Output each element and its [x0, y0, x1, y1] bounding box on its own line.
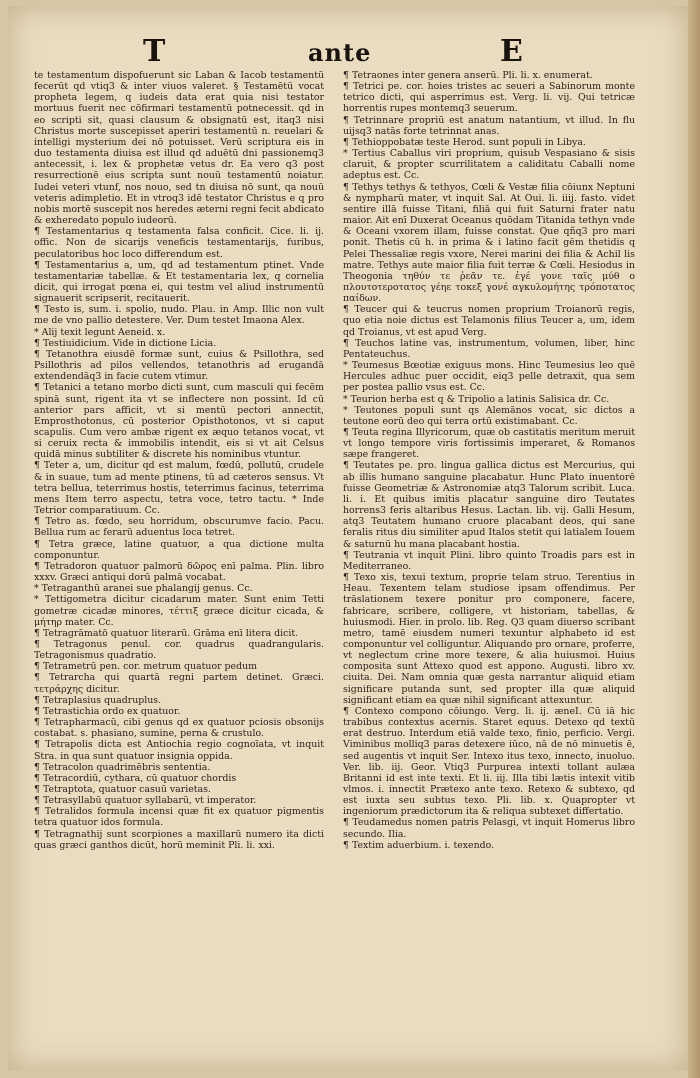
left-entry: ¶ Testamentarius a, um, qd ad testamentum ptinet. Vnde testamentariæ tabellæ. & Et testamentaria lex, q cornelia dicit, qui irrogat pœna ei, qui testm vel aliud instrumentū signauerit scripserit, recitauerit.	[34, 259, 324, 305]
right-entry: ¶ Tetraones inter genera anserū. Pli. li. x. enumerat.	[343, 70, 593, 81]
right-entry: * Teutones populi sunt qs Alemānos vocat, sic dictos a teutone eorū deo qui terra ortū existimabant. Cc.	[343, 404, 635, 427]
right-entry: ¶ Teuta regina Illyricorum, quæ ob castitatis meritum meruit vt longo tempore viris fortissimis imperaret, & Romanos sæpe frangeret.	[343, 427, 635, 461]
page-header	[8, 34, 688, 70]
left-entry: ¶ Testamentarius q testamenta falsa conficit. Cice. li. ij. offic. Non de sicarijs veneficis testamentarijs, furibus, peculatoribus hoc loco differendum est.	[34, 226, 324, 260]
left-entry: ¶ Teter a, um, dicitur qd est malum, fœdū, pollutū, crudele & in suaue, tum ad mente ptinens, tū ad cæteros sensus. Vt tetra bellua, teterrimus hostis, teterrimus facinus, teterrima mens Item terro aspectu, tetra voce, tetro tactu. * Inde Tetrior comparatiuum. Cc.	[34, 460, 324, 517]
header-initial-right: E	[500, 34, 523, 69]
right-entry: ¶ Tetrici pe. cor. hoies tristes ac seueri a Sabinorum monte tetrico dicti, qui asperrimus est. Verg. li. vij. Qui tetricæ horrentis rupes montemq3 seuerum.	[343, 81, 635, 115]
left-entry: * Tetraganthū aranei sue phalangij genus. Cc.	[34, 583, 253, 595]
right-entry: ¶ Teucer qui & teucrus nomen proprium Troianorū regis, quo etia noie dictus est Telamonis filius Teucer a, um, idem qd Troianus, vt est apud Verg.	[343, 304, 635, 338]
right-entry: ¶ Textim aduerbium. i. texendo.	[343, 839, 495, 851]
book-page	[8, 6, 688, 1070]
right-entry: ¶ Teutrania vt inquit Plini. libro quinto Troadis pars est in Mediterraneo.	[343, 549, 635, 572]
left-entry: ¶ Tetra græce, latine quatuor, a qua dictione multa componuntur.	[34, 538, 324, 561]
right-entry: ¶ Teutates pe. pro. lingua gallica dictus est Mercurius, qui ab illis humano sanguine placabatur. Hunc Plato inuentorē fuisse Geometriæ & Astronomiæ atq3 Talorum scribit. Luca. li. i. Et quibus imitis placatur sanguine diro Teutates horrens3 feris altaribus Hesus. Lactan. lib. vij. Galli Hesum, atq3 Teutatem humano cruore placabant deos, qui sane feralis ritus diu similiter apud Italos stetit qui latialem Iouem & saturnū hu mana placabant hostia.	[343, 460, 635, 550]
right-entry: * Teurion herba est q & Tripolio a latinis Salisica dr. Cc.	[343, 393, 610, 405]
right-entry: ¶ Contexo compono cōiungo. Verg. li. ij. æneI. Cū iā hic trabibus contextus acernis. Staret equus. Detexo qd textū erat destruo. Interdum etiā valde texo, finio, perficio. Vergi. Viminibus molliq3 paras detexere iūco, nā de nō minuetis ē, sed augentis vt inquit Ser. Intexo itus texo, innecto, inuoluo. Ver. lib. iij. Geor. Vtiq3 Purpurea intexti tollant aulæa Britanni id est inte texti. Et li. iij. Illa tibi lætis intexit vitib vlmos. i. innectit Prætexo ante texo. Retexo & subtexo, qd est iuxta seu subtus texo. Pli. lib. x. Quapropter vt ingeniorum prædictorum ita & reliqua subtexet differtatio.	[343, 705, 635, 818]
right-entry: ¶ Teudamedus nomen patris Pelasgi, vt inquit Homerus libro secundo. Ilia.	[343, 817, 635, 840]
left-entry: te testamentum dispofuerunt sic Laban & Iacob testamentū fecerūt qd vtiq3 & inter viuos valeret. § Testamētū vocat propheta legem, q iudeis data erat quia nisi testator mortuus fuerit nec cōfirmari testamentū potnecessit. qd in eo scripti sit, quasi clausum & obsignatū est, itaq3 nisi Christus morte suscepisset aperiri testamentū n. reuelari & intelligi mysterium dei nō potuisset. Verū scriptura eis in duo testamenta diuisa est illud qd aduētū dni passionemq3 antecessit, i. lex & prophetæ vetus dr. Ea vero q3 post resurrectionē eius scripta sunt nouū testamentū noiatur. Iudei veteri vtunf, nos nouo, sed tn diuisa nō sunt, qa nouū veteris adimpletio. Et in vtroq3 idē testator Christus e q pro nobis mortē suscepit nos heredes æterni regni fecit abdicato & exheredato populo iudeorū.	[34, 70, 324, 227]
left-entry: ¶ Tetrapharmacū, cibi genus qd ex quatuor pciosis obsonijs costabat. s. phasiano, sumine, perna & crustulo.	[34, 717, 324, 740]
left-entry: * Alij texit legunt Aeneid. x.	[34, 326, 166, 338]
left-entry: ¶ Tetro as. fœdo, seu horridum, obscurumve facio. Pacu. Bellua rum ac ferarū aduentus loca tetret.	[34, 516, 324, 539]
left-column	[34, 70, 324, 851]
left-entry: ¶ Tetrametrū pen. cor. metrum quatuor pedum	[34, 661, 258, 673]
right-entry: ¶ Tethys tethys & tethyos, Cœli & Vestæ filia cōiunx Neptuni & nympharū mater, vt inquit Sal. At Oui. li. iiij. fasto. videt sentire illā fuisse Titani, filiā qui fuit Saturni frater natu maior. Ait enī Duxerat Oceanus quōdam Titanida tethyn vnde & Oceani vxorem illam, fuisse constat. Que qñq3 pro mari ponit. Thetis cū h. in prima & i latino facit gēm thetidis q Pelei Thessaliæ regis vxore, Nerei marini dei filia & Achil lis matre. Tethys aute maior filia fuit terræ & Cœli. Hesiodus in Theogonia τηθύν τε ῥεᾶν τε. ἐγέ γονε ταῖς μύθ ο πλουτοτεροτατος γέηε τοκεξ γονέ αγκυλομήτης τρόποτατος παίδων.	[343, 181, 635, 305]
right-entry: ¶ Texo xis, texui textum, proprie telam struo. Terentius in Heau. Texentem telam studiose ipsam offendimus. Per trāslationem texere ponitur pro componere, facere, fabricare, scribere, colligere, vt historiam, tabellas, & huiusmodi. Hier. in prolo. lib. Reg. Q3 quam diuerso scribant metro, tamē eiusdem numeri texuntur alphabeto id est componuntur vel colliguntur. Aliquando pro ornare, proferre, vt neglectum crine more texere, & alia huiusmoi. Huius composita sunt Attexo quod est appono. Augusti. libro xv. ciuita. Dei. Nam omnia quæ gesta narrantur aliquid etiam significare putanda sunt, sed propter illa quæ aliquid significant etiam ea quæ nihil significant attexuntur.	[343, 572, 635, 706]
right-column	[343, 70, 635, 851]
left-entry: ¶ Tetragonus penul. cor. quadrus quadrangularis. Tetragonismus quadratio.	[34, 638, 324, 662]
left-entry: ¶ Tetrarcha qui quartā regni partem detinet. Græci. τετράρχης dicitur.	[34, 672, 324, 695]
left-entry: ¶ Tetraptota, quatuor casuū varietas.	[34, 784, 211, 795]
left-entry: ¶ Testo is, sum. i. spolio, nudo. Plau. in Amp. Illic non vult me de vno pallio detestere. Ver. Dum testet Imaona Alex.	[34, 304, 324, 327]
right-entry: * Tertius Caballus viri proprium, quisub Vespasiano & sisis claruit, & propter scurrilitatem a caliditatu Caballi nome adeptus est. Cc.	[343, 148, 635, 182]
left-entry: * Tettigometra dicitur cicadarum mater. Sunt enim Tetti gometræ cicadæ minores, τέττιξ græce dicitur cicada, & μήτηρ mater. Cc.	[34, 594, 324, 628]
left-entry: ¶ Testiuidicium. Vide in dictione Licia.	[34, 337, 217, 349]
page-edge	[688, 0, 700, 1078]
right-entry: ¶ Tetrinnare propriū est anatum natantium, vt illud. In flu uijsq3 natās forte tetrinnat anas.	[343, 114, 635, 137]
left-entry: ¶ Tetragrāmatō quatuor literarū. Grāma enī litera dicit.	[34, 627, 299, 639]
header-initial-left: T	[143, 34, 166, 69]
running-head: ante	[308, 38, 372, 67]
left-entry: ¶ Tetanothra eiusdē formæ sunt, cuius & Psillothra, sed Psillothris ad pilos vellendos, tetanothris ad erugandā extendendāq3 in facie cutem vtimur.	[34, 348, 324, 383]
right-entry: ¶ Teuchos latine vas, instrumentum, volumen, liber, hinc Pentateuchus.	[343, 337, 635, 360]
right-entry: * Teumesus Bœotiæ exiguus mons. Hinc Teumesius leo quē Hercules adhuc puer occidit, eiq3 pelle detraxit, qua sem per postea pallio vsus est. Cc.	[343, 360, 635, 394]
left-entry: ¶ Tetralidos formula incensi quæ fit ex quatuor pigmentis tetra quatuor idos formula.	[34, 806, 324, 829]
right-entry: ¶ Tethioppobatæ teste Herod. sunt populi in Libya.	[343, 136, 586, 148]
left-entry: ¶ Tetracordiū, cythara, cū quatuor chordis	[34, 772, 237, 784]
left-entry: ¶ Tetrasyllabū quatuor syllabarū, vt imperator.	[34, 795, 257, 807]
left-entry: ¶ Tetrastichia ordo ex quatuor.	[34, 705, 181, 717]
left-entry: ¶ Tetanici a tetano morbo dicti sunt, cum masculi qui fecēm spinā sunt, rigent ita vt se inflectere non possint. Id cū anterior pars afficit, vt si mentū pectori annectit, Emprosthotonus, cū posterior Opisthotonos, vt si caput scapulis. Cum vero ambæ rigent ex æquo tetanos vocat, vt si ceruix recta & immobilis intendit, eis si vt ait Celsus quidā minus subtiliter & discrete his nominibus vtuntur.	[34, 382, 324, 461]
left-entry: ¶ Tetrapolis dicta est Antiochia regio cognoīata, vt inquit Stra. in qua sunt quatuor insignia oppida.	[34, 739, 324, 762]
left-entry: ¶ Tetradoron quatuor palmorū δῶρος enī palma. Plin. libro xxxv. Græci antiqui dorū palmā vocabat.	[34, 560, 324, 584]
left-entry: ¶ Tetracolon quadrimēbris sententia.	[34, 761, 211, 773]
left-entry: ¶ Tetragnathij sunt scorpiones a maxillarū numero ita dicti quas græci ganthos dicūt, horū meminit Pli. li. xxi.	[34, 828, 324, 851]
left-entry: ¶ Tetraplasius quadruplus.	[34, 694, 162, 706]
